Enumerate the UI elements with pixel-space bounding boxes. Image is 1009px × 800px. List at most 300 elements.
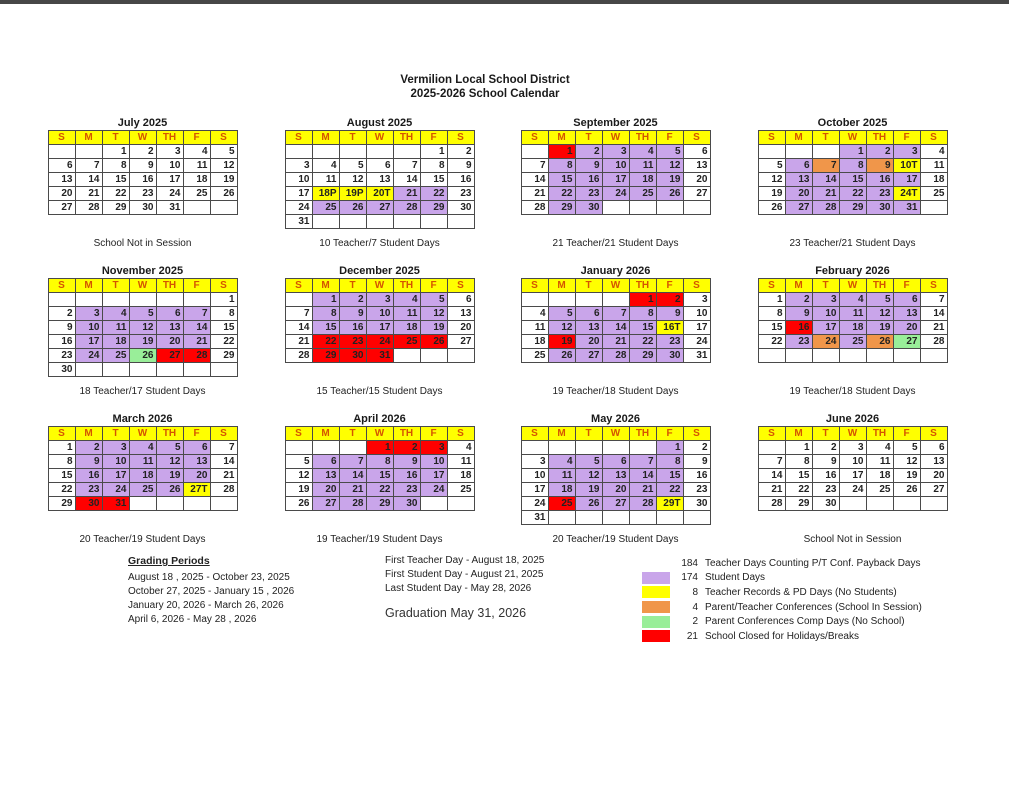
legend-color-swatch: [642, 557, 670, 569]
day-cell: 29: [785, 497, 812, 511]
day-cell: 22: [102, 187, 129, 201]
day-header: M: [75, 279, 102, 293]
day-cell: 14: [521, 173, 548, 187]
day-cell: 30: [129, 201, 156, 215]
day-cell: 26: [339, 201, 366, 215]
legend-color-swatch: [642, 616, 670, 628]
day-header: M: [75, 427, 102, 441]
day-cell: 8: [785, 455, 812, 469]
day-cell: 16: [393, 469, 420, 483]
day-cell: 4: [548, 455, 575, 469]
month-june-2026: [757, 413, 948, 545]
day-cell: 5: [210, 145, 237, 159]
month-title: May 2026: [591, 413, 640, 425]
day-cell: 17: [75, 335, 102, 349]
day-header: S: [210, 131, 237, 145]
day-cell: 18: [920, 173, 947, 187]
day-cell: 12: [210, 159, 237, 173]
empty-cell: [447, 497, 474, 511]
day-header: F: [656, 131, 683, 145]
day-cell: 18: [393, 321, 420, 335]
day-cell: 13: [683, 159, 710, 173]
day-cell: 9: [75, 455, 102, 469]
day-cell: 31: [521, 511, 548, 525]
day-cell: 2: [683, 441, 710, 455]
empty-cell: [75, 293, 102, 307]
day-cell: 8: [548, 159, 575, 173]
month-table: [521, 278, 711, 363]
day-header: S: [758, 131, 785, 145]
month-title: January 2026: [580, 265, 651, 277]
empty-cell: [285, 145, 312, 159]
day-cell: 11: [839, 307, 866, 321]
day-cell: 2: [812, 441, 839, 455]
day-header: S: [48, 427, 75, 441]
day-cell: 31: [683, 349, 710, 363]
day-cell: 26: [758, 201, 785, 215]
day-cell: 29: [312, 349, 339, 363]
day-header: TH: [629, 279, 656, 293]
empty-cell: [420, 215, 447, 229]
day-cell: 3: [366, 293, 393, 307]
day-cell: 11: [548, 469, 575, 483]
day-cell: 27: [683, 187, 710, 201]
day-cell: 22: [548, 187, 575, 201]
grading-periods-title: Grading Periods: [128, 555, 210, 567]
day-cell: 11: [312, 173, 339, 187]
day-cell: 20: [156, 335, 183, 349]
day-cell: 1: [839, 145, 866, 159]
month-title: March 2026: [112, 413, 173, 425]
day-cell: 19: [758, 187, 785, 201]
day-cell: 7: [183, 307, 210, 321]
day-cell: 1: [102, 145, 129, 159]
district-name: Vermilion Local School District: [400, 74, 570, 86]
day-cell: 10: [75, 321, 102, 335]
day-header: W: [366, 427, 393, 441]
day-cell: 15: [102, 173, 129, 187]
day-cell: 24T: [893, 187, 920, 201]
day-header: TH: [866, 279, 893, 293]
day-header: S: [447, 131, 474, 145]
day-header: F: [893, 427, 920, 441]
day-cell: 20: [683, 173, 710, 187]
empty-cell: [656, 511, 683, 525]
day-header: M: [785, 279, 812, 293]
legend-color-swatch: [642, 572, 670, 584]
empty-cell: [210, 497, 237, 511]
day-cell: 21: [393, 187, 420, 201]
day-cell: 3: [683, 293, 710, 307]
calendar-year-subtitle: 2025-2026 School Calendar: [410, 88, 560, 100]
day-cell: 23: [785, 335, 812, 349]
empty-cell: [521, 293, 548, 307]
day-cell: 23: [48, 349, 75, 363]
day-cell: 31: [285, 215, 312, 229]
day-header: F: [420, 279, 447, 293]
day-cell: 3: [75, 307, 102, 321]
day-cell: 4: [183, 145, 210, 159]
day-cell: 23: [575, 187, 602, 201]
day-cell: 12: [866, 307, 893, 321]
empty-cell: [602, 201, 629, 215]
month-caption: School Not in Session: [803, 534, 902, 545]
day-cell: 7: [602, 307, 629, 321]
month-table: [521, 426, 711, 525]
day-cell: 11: [129, 455, 156, 469]
legend-label: Teacher Records & PD Days (No Students): [705, 586, 897, 598]
day-header: S: [920, 131, 947, 145]
day-cell: 12: [548, 321, 575, 335]
legend-item: [642, 585, 922, 600]
empty-cell: [129, 497, 156, 511]
day-cell: 22: [785, 483, 812, 497]
day-cell: 10: [521, 469, 548, 483]
day-header: TH: [156, 427, 183, 441]
day-cell: 16: [339, 321, 366, 335]
legend-item: [642, 614, 922, 629]
day-cell: 10: [602, 159, 629, 173]
day-cell: 15: [366, 469, 393, 483]
day-cell: 20: [48, 187, 75, 201]
day-cell: 28: [521, 201, 548, 215]
day-cell: 24: [602, 187, 629, 201]
day-cell: 16: [48, 335, 75, 349]
empty-cell: [812, 145, 839, 159]
day-cell: 10T: [893, 159, 920, 173]
day-cell: 17: [420, 469, 447, 483]
empty-cell: [210, 201, 237, 215]
day-cell: 22: [312, 335, 339, 349]
month-table: [285, 426, 475, 511]
day-cell: 6: [183, 441, 210, 455]
day-cell: 11: [920, 159, 947, 173]
month-april-2026: [284, 413, 475, 545]
day-cell: 26: [156, 483, 183, 497]
legend-item: [642, 600, 922, 615]
day-cell: 2: [447, 145, 474, 159]
empty-cell: [447, 215, 474, 229]
day-cell: 9: [656, 307, 683, 321]
day-cell: 4: [920, 145, 947, 159]
empty-cell: [285, 441, 312, 455]
day-header: F: [183, 131, 210, 145]
empty-cell: [893, 349, 920, 363]
day-cell: 16: [75, 469, 102, 483]
month-table: [48, 426, 238, 511]
day-cell: 13: [312, 469, 339, 483]
day-cell: 12: [339, 173, 366, 187]
day-header: TH: [866, 427, 893, 441]
empty-cell: [48, 293, 75, 307]
legend-count: 4: [692, 601, 698, 613]
day-cell: 18: [866, 469, 893, 483]
day-cell: 21: [210, 469, 237, 483]
day-header: M: [312, 131, 339, 145]
day-header: T: [102, 131, 129, 145]
day-header: TH: [393, 427, 420, 441]
day-cell: 22: [420, 187, 447, 201]
day-cell: 10: [102, 455, 129, 469]
day-cell: 23: [393, 483, 420, 497]
day-cell: 21: [920, 321, 947, 335]
day-cell: 25: [183, 187, 210, 201]
day-header: T: [339, 279, 366, 293]
day-header: W: [129, 427, 156, 441]
day-cell: 6: [48, 159, 75, 173]
day-cell: 24: [521, 497, 548, 511]
month-title: August 2025: [346, 117, 413, 129]
day-cell: 16: [785, 321, 812, 335]
month-title: June 2026: [825, 413, 880, 425]
day-cell: 3: [285, 159, 312, 173]
legend-label: Parent/Teacher Conferences (School In Session): [705, 601, 922, 613]
empty-cell: [102, 363, 129, 377]
day-cell: 5: [656, 145, 683, 159]
day-cell: 12: [129, 321, 156, 335]
month-caption: 20 Teacher/19 Student Days: [79, 534, 206, 545]
day-cell: 25: [629, 187, 656, 201]
day-cell: 2: [393, 441, 420, 455]
day-cell: 31: [366, 349, 393, 363]
day-cell: 15: [420, 173, 447, 187]
empty-cell: [156, 363, 183, 377]
day-cell: 23: [812, 483, 839, 497]
empty-cell: [758, 349, 785, 363]
day-cell: 17: [521, 483, 548, 497]
page-title: [0, 73, 970, 101]
legend: [642, 556, 922, 644]
empty-cell: [920, 349, 947, 363]
month-december-2025: [284, 265, 475, 397]
empty-cell: [183, 293, 210, 307]
day-cell: 28: [75, 201, 102, 215]
month-table: [758, 278, 948, 363]
empty-cell: [75, 145, 102, 159]
day-cell: 30: [393, 497, 420, 511]
day-cell: 23: [656, 335, 683, 349]
day-cell: 23: [129, 187, 156, 201]
day-cell: 25: [521, 349, 548, 363]
day-header: W: [129, 279, 156, 293]
day-cell: 3: [102, 441, 129, 455]
day-header: S: [447, 279, 474, 293]
month-july-2025: [47, 117, 238, 249]
day-cell: 4: [102, 307, 129, 321]
day-header: T: [812, 427, 839, 441]
day-cell: 29: [420, 201, 447, 215]
day-cell: 15: [785, 469, 812, 483]
legend-color-swatch: [642, 630, 670, 642]
month-table: [48, 130, 238, 215]
day-cell: 14: [602, 321, 629, 335]
day-cell: 8: [629, 307, 656, 321]
day-header: T: [575, 427, 602, 441]
day-header: W: [129, 131, 156, 145]
day-cell: 25: [920, 187, 947, 201]
day-cell: 21: [602, 335, 629, 349]
empty-cell: [129, 363, 156, 377]
day-cell: 14: [183, 321, 210, 335]
day-cell: 20: [183, 469, 210, 483]
day-header: W: [602, 131, 629, 145]
day-cell: 3: [156, 145, 183, 159]
month-title: July 2025: [117, 117, 168, 129]
day-cell: 19: [866, 321, 893, 335]
grading-period-item: August 18 , 2025 - October 23, 2025: [128, 572, 290, 583]
day-cell: 8: [312, 307, 339, 321]
legend-item: [642, 556, 922, 571]
empty-cell: [866, 497, 893, 511]
day-cell: 28: [629, 497, 656, 511]
empty-cell: [393, 349, 420, 363]
day-cell: 17: [602, 173, 629, 187]
day-cell: 27: [785, 201, 812, 215]
day-cell: 4: [866, 441, 893, 455]
month-table: [48, 278, 238, 377]
day-cell: 9: [48, 321, 75, 335]
day-header: S: [758, 279, 785, 293]
day-cell: 27: [48, 201, 75, 215]
month-september-2025: [520, 117, 711, 249]
key-date-item: Last Student Day - May 28, 2026: [385, 583, 532, 594]
empty-cell: [866, 349, 893, 363]
day-cell: 2: [866, 145, 893, 159]
day-cell: 4: [447, 441, 474, 455]
day-cell: 19: [575, 483, 602, 497]
day-cell: 12: [156, 455, 183, 469]
day-cell: 18P: [312, 187, 339, 201]
key-date-item: First Student Day - August 21, 2025: [385, 569, 544, 580]
day-header: T: [812, 131, 839, 145]
day-cell: 20: [893, 321, 920, 335]
day-cell: 17: [683, 321, 710, 335]
day-header: S: [521, 279, 548, 293]
day-cell: 30: [866, 201, 893, 215]
empty-cell: [785, 349, 812, 363]
day-cell: 19: [548, 335, 575, 349]
day-cell: 14: [339, 469, 366, 483]
day-cell: 5: [156, 441, 183, 455]
day-cell: 12: [758, 173, 785, 187]
day-cell: 27T: [183, 483, 210, 497]
day-cell: 18: [521, 335, 548, 349]
empty-cell: [920, 497, 947, 511]
day-cell: 21: [629, 483, 656, 497]
day-cell: 19: [893, 469, 920, 483]
day-cell: 21: [521, 187, 548, 201]
month-title: February 2026: [815, 265, 890, 277]
day-cell: 18: [839, 321, 866, 335]
day-cell: 20T: [366, 187, 393, 201]
day-cell: 3: [812, 293, 839, 307]
day-cell: 16: [866, 173, 893, 187]
month-table: [285, 130, 475, 229]
day-cell: 12: [420, 307, 447, 321]
empty-cell: [366, 145, 393, 159]
day-cell: 1: [656, 441, 683, 455]
day-cell: 13: [893, 307, 920, 321]
day-cell: 11: [629, 159, 656, 173]
day-cell: 29: [210, 349, 237, 363]
day-header: TH: [156, 131, 183, 145]
day-header: F: [893, 279, 920, 293]
day-header: F: [656, 279, 683, 293]
day-header: TH: [156, 279, 183, 293]
day-cell: 14: [629, 469, 656, 483]
empty-cell: [548, 293, 575, 307]
day-header: S: [683, 279, 710, 293]
empty-cell: [393, 215, 420, 229]
day-cell: 26: [129, 349, 156, 363]
day-cell: 4: [393, 293, 420, 307]
day-cell: 18: [629, 173, 656, 187]
day-header: W: [366, 131, 393, 145]
day-cell: 24: [285, 201, 312, 215]
day-cell: 24: [102, 483, 129, 497]
day-cell: 8: [656, 455, 683, 469]
month-title: November 2025: [101, 265, 184, 277]
empty-cell: [156, 293, 183, 307]
day-cell: 1: [629, 293, 656, 307]
day-cell: 10: [366, 307, 393, 321]
day-cell: 22: [629, 335, 656, 349]
day-cell: 11: [102, 321, 129, 335]
day-cell: 5: [548, 307, 575, 321]
day-cell: 30: [812, 497, 839, 511]
top-border-bar: [0, 0, 1009, 4]
day-cell: 13: [602, 469, 629, 483]
grading-period-item: January 20, 2026 - March 26, 2026: [128, 600, 284, 611]
day-cell: 1: [312, 293, 339, 307]
day-cell: 1: [210, 293, 237, 307]
day-cell: 22: [758, 335, 785, 349]
day-header: M: [548, 279, 575, 293]
day-cell: 13: [785, 173, 812, 187]
empty-cell: [420, 349, 447, 363]
month-february-2026: [757, 265, 948, 397]
empty-cell: [602, 441, 629, 455]
day-cell: 10: [156, 159, 183, 173]
legend-count: 21: [686, 630, 698, 642]
day-cell: 30: [575, 201, 602, 215]
day-cell: 26: [285, 497, 312, 511]
day-cell: 16: [575, 173, 602, 187]
empty-cell: [447, 349, 474, 363]
day-header: M: [548, 427, 575, 441]
day-cell: 7: [758, 455, 785, 469]
day-cell: 19: [656, 173, 683, 187]
month-caption: 20 Teacher/19 Student Days: [552, 534, 679, 545]
month-caption: 23 Teacher/21 Student Days: [789, 238, 916, 249]
day-cell: 15: [48, 469, 75, 483]
legend-item: [642, 629, 922, 644]
day-cell: 24: [366, 335, 393, 349]
day-cell: 16T: [656, 321, 683, 335]
day-cell: 18: [183, 173, 210, 187]
day-cell: 9: [393, 455, 420, 469]
day-cell: 28: [758, 497, 785, 511]
day-cell: 26: [575, 497, 602, 511]
month-table: [758, 130, 948, 215]
day-cell: 22: [210, 335, 237, 349]
day-cell: 24: [812, 335, 839, 349]
day-cell: 13: [183, 455, 210, 469]
day-header: W: [366, 279, 393, 293]
day-cell: 19: [156, 469, 183, 483]
day-cell: 23: [339, 335, 366, 349]
day-cell: 15: [548, 173, 575, 187]
